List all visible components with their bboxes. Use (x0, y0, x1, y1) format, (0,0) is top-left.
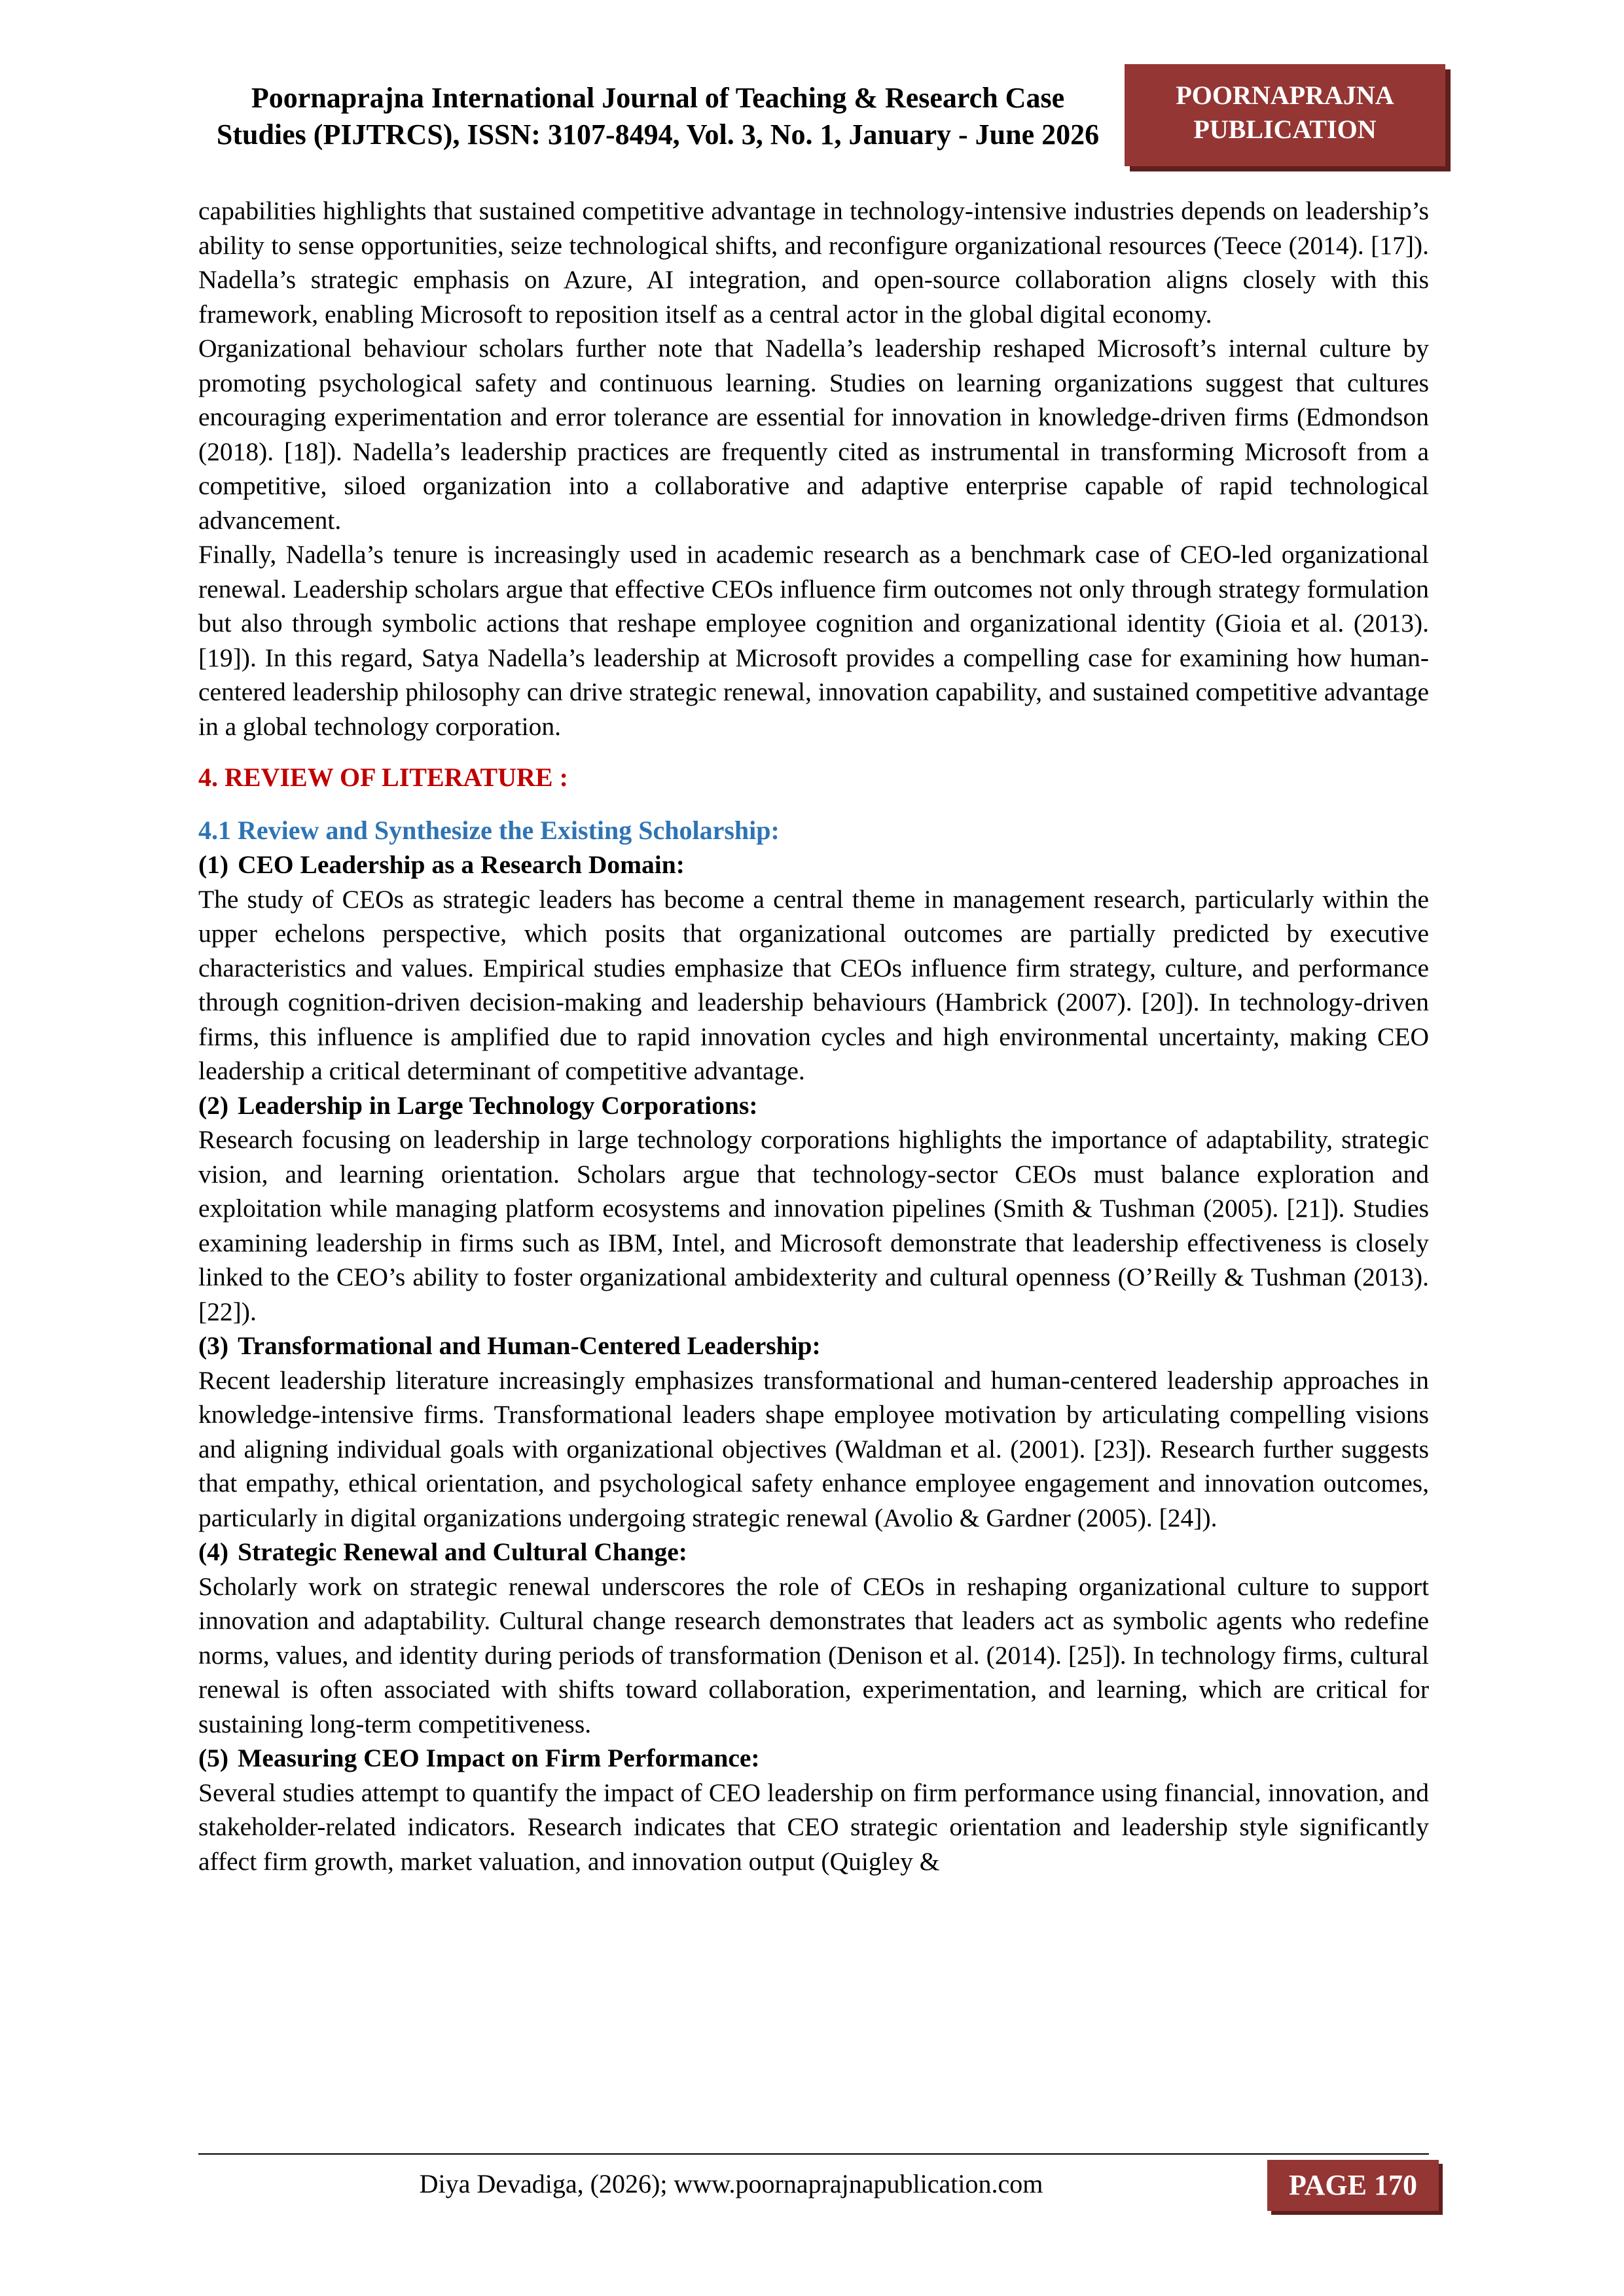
item-title: Transformational and Human-Centered Leadership: (238, 1331, 821, 1360)
footer-divider (198, 2153, 1429, 2155)
item-number: (2) (198, 1090, 229, 1120)
item-heading (198, 1741, 1429, 1776)
item-title: CEO Leadership as a Research Domain: (238, 850, 685, 879)
item-paragraph: The study of CEOs as strategic leaders has become a central theme in management research, particularly within the upper echelons perspective, which posits that organizational outcomes are partially predicted by executive characteristics and values. Empirical studies emphasize that CEOs influence firm strategy, culture, and performance through cognition-driven decision-making and leadership behaviours (Hambrick (2007). [20]). In technology-driven firms, this influence is amplified due to rapid innovation cycles and high environmental uncertainty, making CEO leadership a critical determinant of competitive advantage. (198, 884, 1429, 1085)
body-paragraph: Organizational behaviour scholars further note that Nadella’s leadership reshaped Microsoft’s internal culture by promoting psychological safety and continuous learning. Studies on learning organizations suggest that cultures encouraging experimentation and error tolerance are essential for innovation in knowledge-driven firms (Edmondson (2018). [18]). Nadella’s leadership practices are frequently cited as instrumental in transforming Microsoft from a competitive, siloed organization into a collaborative and adaptive enterprise capable of rapid technological advancement. (198, 334, 1429, 535)
publisher-badge-line-2: PUBLICATION (1193, 115, 1377, 144)
item-title: Strategic Renewal and Cultural Change: (238, 1537, 687, 1566)
item-number: (3) (198, 1331, 229, 1360)
item-heading (198, 1535, 1429, 1570)
body-paragraph: Finally, Nadella’s tenure is increasingly used in academic research as a benchmark case of CEO-led organizational renewal. Leadership scholars argue that effective CEOs influence firm outcomes not only through strategy formulation but also through symbolic actions that reshape employee cognition and organizational identity (Gioia et al. (2013). [19]). In this regard, Satya Nadella’s leadership at Microsoft provides a compelling case for examining how human-centered leadership philosophy can drive strategic renewal, innovation capability, and sustained competitive advantage in a global technology corporation. (198, 540, 1429, 741)
item-number: (4) (198, 1537, 229, 1566)
item-number: (1) (198, 850, 229, 879)
journal-header (180, 80, 1136, 153)
journal-title-line-2: Studies (PIJTRCS), ISSN: 3107-8494, Vol. 3, No. 1, January - June 2026 (216, 118, 1100, 151)
item-title: Leadership in Large Technology Corporations: (238, 1090, 758, 1120)
page-body (198, 194, 1429, 1878)
subsection-heading: 4.1 Review and Synthesize the Existing Scholarship: (198, 815, 780, 845)
publisher-badge (1125, 64, 1445, 166)
item-number: (5) (198, 1744, 229, 1772)
publisher-badge-line-1: POORNAPRAJNA (1176, 81, 1394, 110)
item-paragraph: Recent leadership literature increasingly emphasizes transformational and human-centered leadership approaches in knowledge-intensive firms. Transformational leaders shape employee motivation by articulating compelling visions and aligning individual goals with organizational objectives (Waldman et al. (2001). [23]). Research further suggests that empathy, ethical orientation, and psychological safety enhance employee engagement and innovation outcomes, particularly in digital organizations undergoing strategic renewal (Avolio & Gardner (2005). [24]). (198, 1365, 1429, 1532)
item-paragraph: Research focusing on leadership in large technology corporations highlights the importance of adaptability, strategic vision, and learning orientation. Scholars argue that technology-sector CEOs must balance exploration and exploitation while managing platform ecosystems and innovation pipelines (Smith & Tushman (2005). [21]). Studies examining leadership in firms such as IBM, Intel, and Microsoft demonstrate that leadership effectiveness is closely linked to the CEO’s ability to foster organizational ambidexterity and cultural openness (O’Reilly & Tushman (2013). [22]). (198, 1125, 1429, 1326)
journal-title-line-1: Poornaprajna International Journal of Teaching & Research Case (251, 82, 1065, 114)
section-heading: 4. REVIEW OF LITERATURE : (198, 762, 568, 792)
item-title: Measuring CEO Impact on Firm Performance: (238, 1744, 760, 1772)
item-heading (198, 1329, 1429, 1363)
item-paragraph: Scholarly work on strategic renewal underscores the role of CEOs in reshaping organizational culture to support innovation and adaptability. Cultural change research demonstrates that leaders act as symbolic agents who redefine norms, values, and identity during periods of transformation (Denison et al. (2014). [25]). In technology firms, cultural renewal is often associated with shifts toward collaboration, experimentation, and learning, which are critical for sustaining long-term competitiveness. (198, 1571, 1429, 1738)
page-number-badge: PAGE 170 (1267, 2160, 1439, 2211)
item-heading (198, 1088, 1429, 1123)
item-paragraph: Several studies attempt to quantify the impact of CEO leadership on firm performance using financial, innovation, and stakeholder-related indicators. Research indicates that CEO strategic orientation and leadership style significantly affect firm growth, market valuation, and innovation output (Quigley & (198, 1778, 1429, 1876)
item-heading (198, 848, 1429, 882)
footer-citation: Diya Devadiga, (2026); www.poornaprajnapublication.com (419, 2169, 1043, 2198)
body-paragraph: capabilities highlights that sustained competitive advantage in technology-intensive industries depends on leadership’s ability to sense opportunities, seize technological shifts, and reconfigure organizational resources (Teece (2014). [17]). Nadella’s strategic emphasis on Azure, AI integration, and open-source collaboration aligns closely with this framework, enabling Microsoft to reposition itself as a central actor in the global digital economy. (198, 196, 1429, 329)
